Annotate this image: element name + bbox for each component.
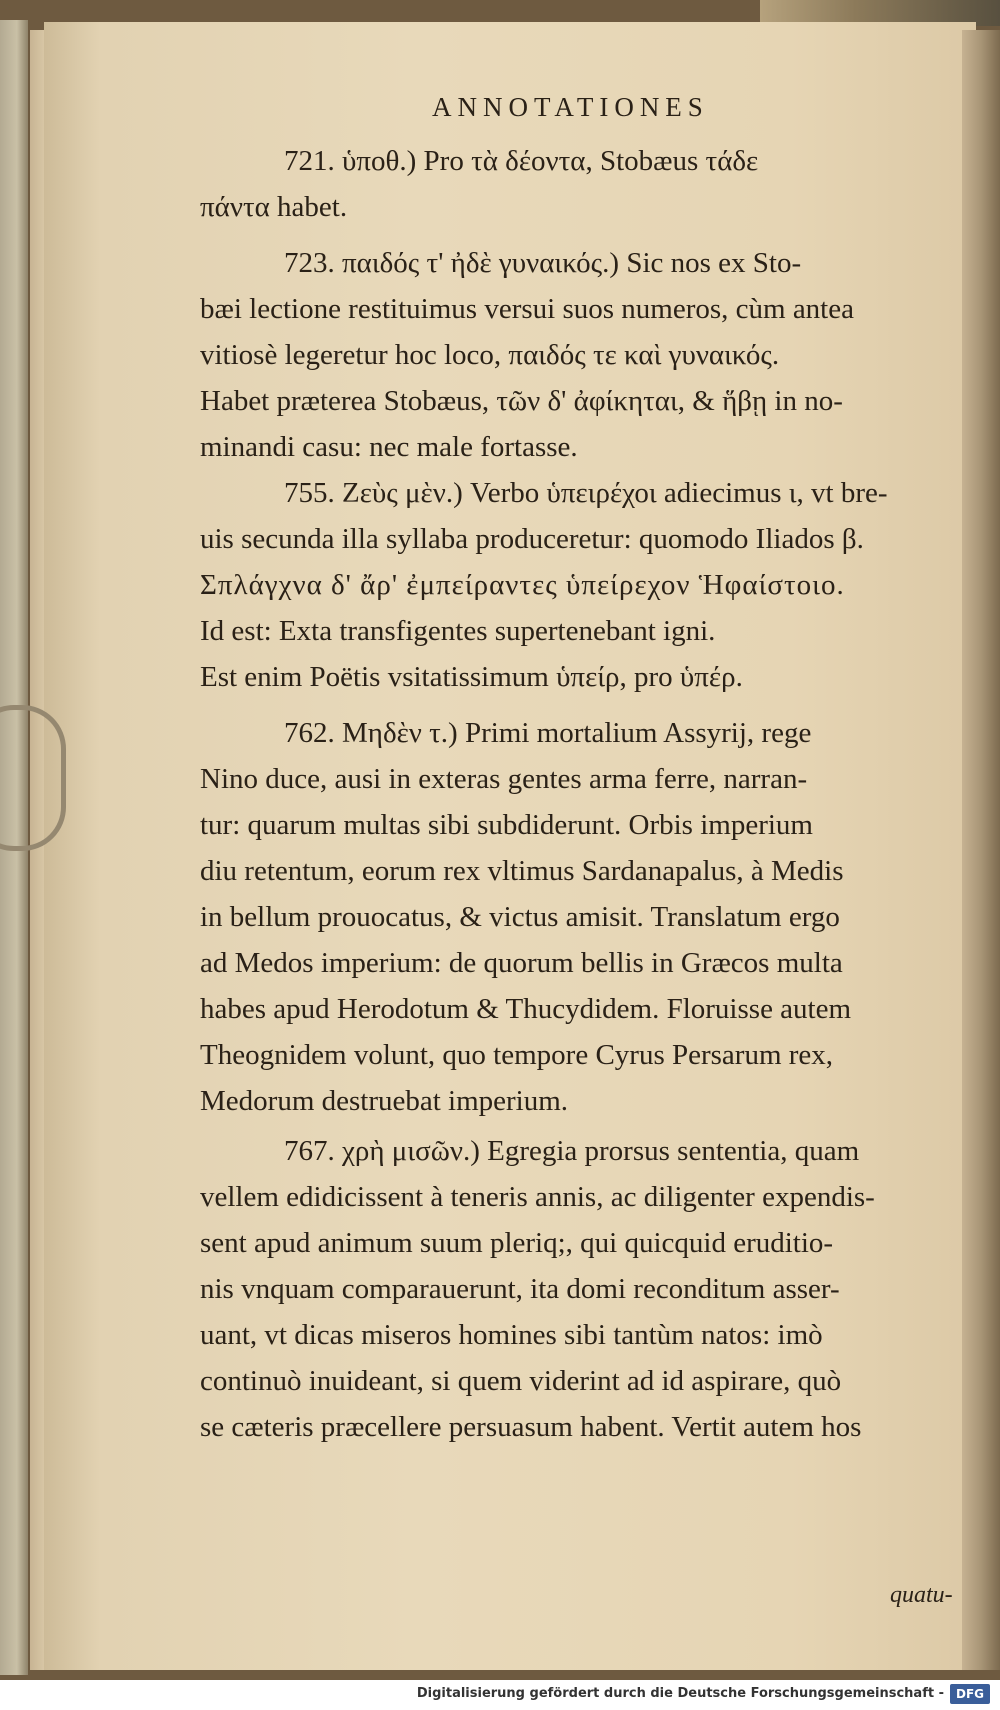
digitization-footer (0, 1680, 1000, 1710)
note-line: Id est: Exta transfigentes supertenebant igni. (200, 615, 716, 647)
note-line: Theognidem volunt, quo tempore Cyrus Persarum rex, (200, 1039, 834, 1071)
note-line: in bellum prouocatus, & victus amisit. Translatum ergo (200, 901, 840, 933)
note-line: Medorum destruebat imperium. (200, 1085, 569, 1117)
note-line: uis secunda illa syllaba produceretur: quomodo Iliados β. (200, 523, 864, 555)
note-line: vellem edidicissent à teneris annis, ac diligenter expendis- (200, 1181, 875, 1213)
facing-page-edge (962, 30, 1000, 1670)
note-line: 767. χρὴ μισῶν.) Egregia prorsus sententia, quam (284, 1135, 860, 1167)
note-line: nis vnquam comparauerunt, ita domi reconditum asser- (200, 1273, 840, 1305)
note-line: 762. Μηδὲν τ.) Primi mortalium Assyrij, rege (284, 717, 812, 749)
note-line: minandi casu: nec male fortasse. (200, 431, 578, 463)
note-line: diu retentum, eorum rex vltimus Sardanapalus, à Medis (200, 855, 844, 887)
binding-clasp (0, 705, 66, 851)
note-line: se cæteris præcellere persuasum habent. Vertit autem hos (200, 1411, 862, 1443)
annotation-723 (200, 240, 952, 470)
annotation-755 (200, 470, 952, 700)
note-line: sent apud animum suum pleriq;, qui quicquid eruditio- (200, 1227, 834, 1259)
catchword: quatu- (890, 1582, 953, 1608)
note-line: ad Medos imperium: de quorum bellis in Græcos multa (200, 947, 843, 979)
note-line: habes apud Herodotum & Thucydidem. Floruisse autem (200, 993, 852, 1025)
note-line: uant, vt dicas miseros homines sibi tantùm natos: imò (200, 1319, 823, 1351)
note-line: tur: quarum multas sibi subdiderunt. Orbis imperium (200, 809, 813, 841)
note-line: 755. Ζεὺς μὲν.) Verbo ὑπειρέχοι adiecimus ι, vt bre- (284, 477, 888, 509)
note-line: vitiosè legeretur hoc loco, παιδός τε καὶ γυναικός. (200, 339, 780, 371)
note-line: Habet præterea Stobæus, τῶν δ' ἀφίκηται, & ἥβῃ in no- (200, 385, 843, 417)
funding-credit: Digitalisierung gefördert durch die Deutsche Forschungsgemeinschaft - (416, 1686, 944, 1701)
note-line: πάντα habet. (200, 191, 348, 223)
annotation-721 (200, 138, 952, 230)
note-line: Est enim Poëtis vsitatissimum ὑπείρ, pro ὑπέρ. (200, 661, 743, 693)
note-line: Nino duce, ausi in exteras gentes arma ferre, narran- (200, 763, 808, 795)
annotation-767 (200, 1128, 952, 1450)
note-line: 723. παιδός τ' ἠδὲ γυναικός.) Sic nos ex Sto- (284, 247, 802, 279)
note-line: continuò inuideant, si quem viderint ad id aspirare, quò (200, 1365, 842, 1397)
running-head: ANNOTATIONES (432, 92, 709, 122)
note-line: 721. ὑποθ.) Pro τὰ δέοντα, Stobæus τάδε (284, 145, 759, 177)
dfg-logo: DFG (950, 1684, 990, 1704)
quoted-verse-line: Σπλάγχνα δ' ἄρ' ἐμπείραντες ὑπείρεχον Ἡφαίστοιο. (200, 569, 845, 601)
annotation-762 (200, 710, 952, 1124)
note-line: bæi lectione restituimus versui suos numeros, cùm antea (200, 293, 854, 325)
